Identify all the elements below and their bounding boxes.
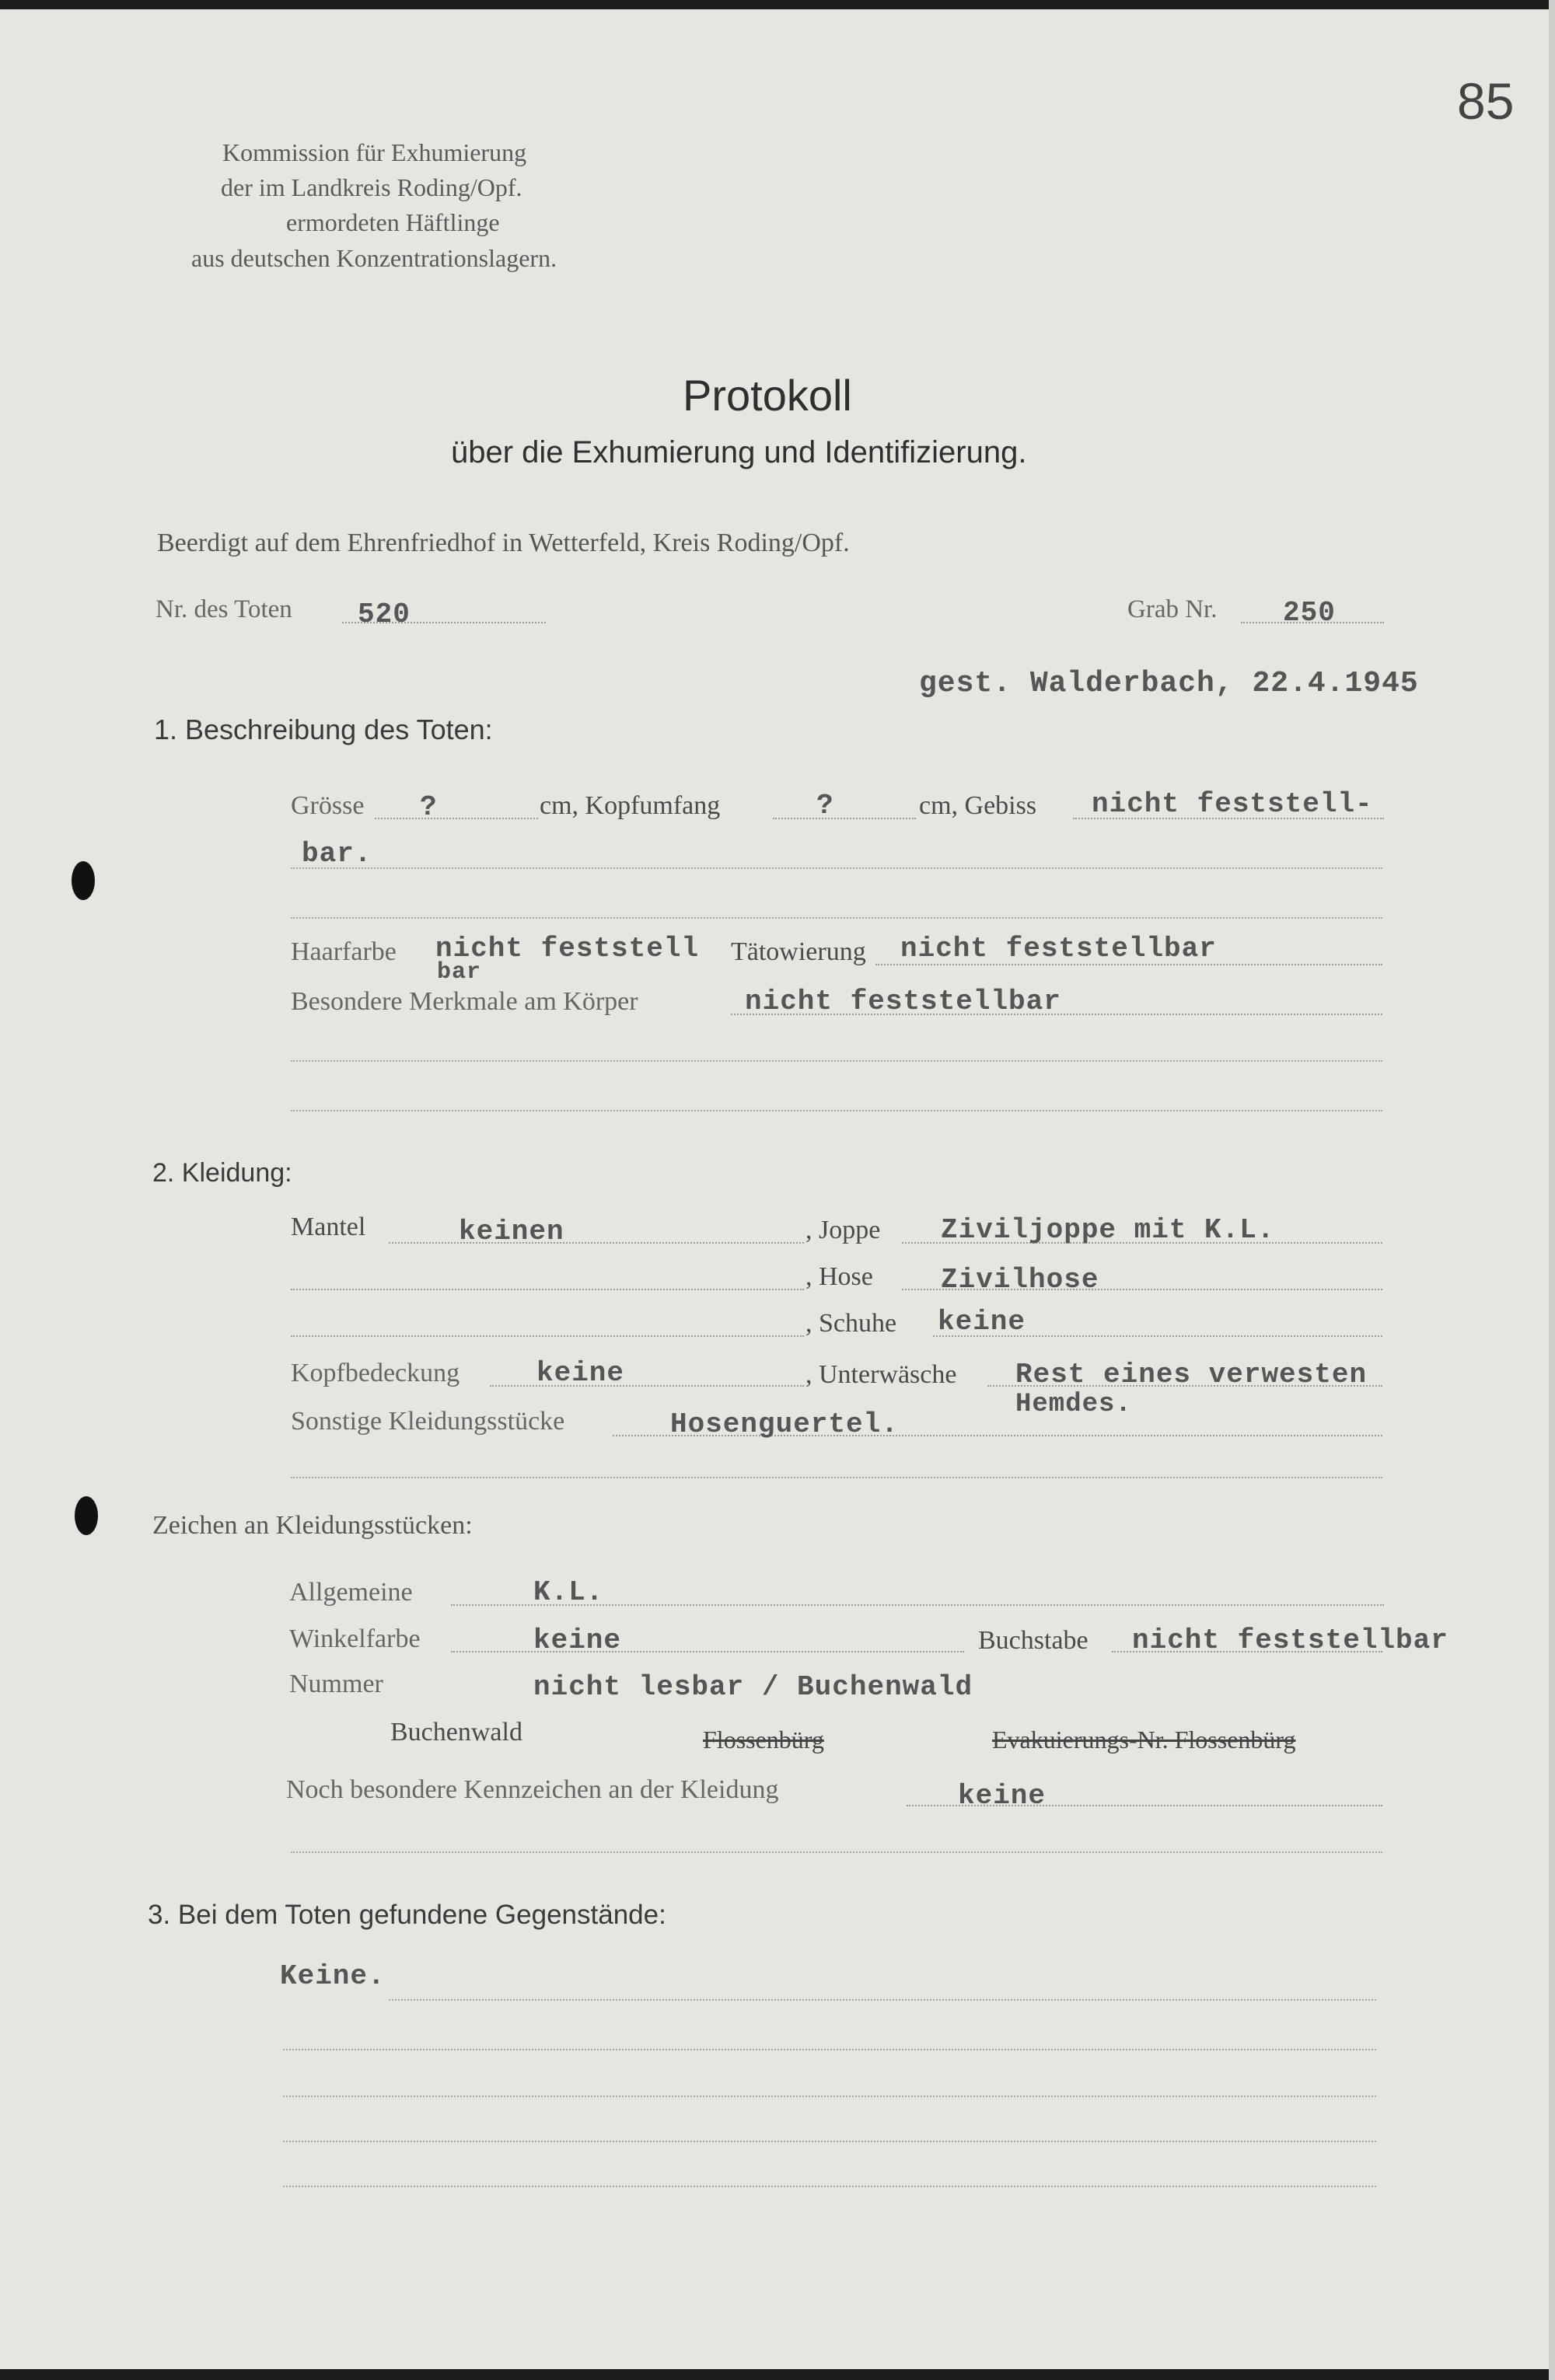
kopfbedeckung-label: Kopfbedeckung xyxy=(291,1359,460,1387)
buchstabe-value: nicht feststellbar xyxy=(1132,1624,1448,1656)
haarfarbe-value-cont: bar xyxy=(437,959,482,986)
haarfarbe-label: Haarfarbe xyxy=(291,937,397,966)
grab-nr-label: Grab Nr. xyxy=(1127,595,1218,623)
groesse-label: Grösse xyxy=(291,791,365,820)
scan-edge-right xyxy=(1549,0,1555,2380)
page-number: 85 xyxy=(1457,72,1515,130)
page-subtitle: über die Exhumierung und Identifizierung. xyxy=(451,435,1027,469)
header-line-4: aus deutschen Konzentrationslagern. xyxy=(191,244,557,272)
mantel-value: keinen xyxy=(459,1216,564,1248)
scan-edge-top xyxy=(0,0,1555,9)
nummer-label: Nummer xyxy=(289,1670,383,1698)
grab-nr-value: 250 xyxy=(1283,597,1336,629)
haarfarbe-value: nicht feststell xyxy=(435,933,700,965)
schuhe-label: , Schuhe xyxy=(805,1309,897,1338)
toten-nr-value: 520 xyxy=(358,598,411,630)
unterwaesche-label: , Unterwäsche xyxy=(805,1360,957,1389)
taetowierung-label: Tätowierung xyxy=(731,937,866,966)
sonstige-value: Hosenguertel. xyxy=(670,1408,899,1440)
section3-heading: 3. Bei dem Toten gefundene Gegenstände: xyxy=(148,1900,666,1930)
nummer-value: nicht lesbar / Buchenwald xyxy=(533,1671,973,1703)
hose-value: Zivilhose xyxy=(941,1264,1099,1296)
kopfbedeckung-value: keine xyxy=(536,1357,625,1389)
mantel-label: Mantel xyxy=(291,1213,366,1241)
death-note: gest. Walderbach, 22.4.1945 xyxy=(919,667,1419,700)
punch-hole-top xyxy=(72,861,95,900)
punch-hole-bottom xyxy=(75,1496,98,1535)
toten-nr-label: Nr. des Toten xyxy=(156,595,292,623)
option-flossenbuerg-struck: Flossenbürg xyxy=(703,1726,824,1754)
joppe-label: , Joppe xyxy=(805,1216,881,1244)
schuhe-value: keine xyxy=(938,1306,1026,1338)
noch-kennzeichen-value: keine xyxy=(958,1780,1047,1812)
unterwaesche-value: Rest eines verwesten xyxy=(1015,1359,1368,1391)
allgemeine-label: Allgemeine xyxy=(289,1578,413,1607)
noch-kennzeichen-label: Noch besondere Kennzeichen an der Kleidung xyxy=(286,1775,779,1804)
gegenstaende-value: Keine. xyxy=(280,1960,386,1992)
scan-edge-bottom xyxy=(0,2369,1555,2380)
burial-line: Beerdigt auf dem Ehrenfriedhof in Wetterfeld, Kreis Roding/Opf. xyxy=(157,529,850,557)
winkelfarbe-label: Winkelfarbe xyxy=(289,1624,421,1653)
header-line-1: Kommission für Exhumierung xyxy=(222,138,527,166)
groesse-value: ? xyxy=(420,791,438,823)
allgemeine-value: K.L. xyxy=(533,1576,604,1608)
sonstige-label: Sonstige Kleidungsstücke xyxy=(291,1407,565,1436)
cm-kopfumfang-label: cm, Kopfumfang xyxy=(540,791,721,820)
kopfumfang-value: ? xyxy=(816,790,834,822)
joppe-value: Ziviljoppe mit K.L. xyxy=(941,1214,1275,1246)
zeichen-heading: Zeichen an Kleidungsstücken: xyxy=(152,1511,473,1540)
merkmale-label: Besondere Merkmale am Körper xyxy=(291,987,638,1016)
hose-label: , Hose xyxy=(805,1262,873,1291)
header-line-3: ermordeten Häftlinge xyxy=(286,208,500,236)
winkelfarbe-value: keine xyxy=(533,1624,622,1656)
header-line-2: der im Landkreis Roding/Opf. xyxy=(221,173,522,201)
merkmale-value: nicht feststellbar xyxy=(745,986,1061,1017)
option-evakuierung-struck: Evakuierungs-Nr. Flossenbürg xyxy=(992,1726,1296,1754)
cm-gebiss-label: cm, Gebiss xyxy=(919,791,1037,820)
section1-heading: 1. Beschreibung des Toten: xyxy=(154,714,493,745)
section2-heading: 2. Kleidung: xyxy=(152,1158,292,1188)
page-title: Protokoll xyxy=(683,371,852,420)
gebiss-value: nicht feststell- xyxy=(1092,788,1373,820)
unterwaesche-value-cont: Hemdes. xyxy=(1015,1390,1132,1419)
option-buchenwald: Buchenwald xyxy=(390,1718,522,1747)
taetowierung-value: nicht feststellbar xyxy=(900,933,1217,965)
buchstabe-label: Buchstabe xyxy=(978,1626,1088,1655)
gebiss-value-cont: bar. xyxy=(302,838,372,870)
